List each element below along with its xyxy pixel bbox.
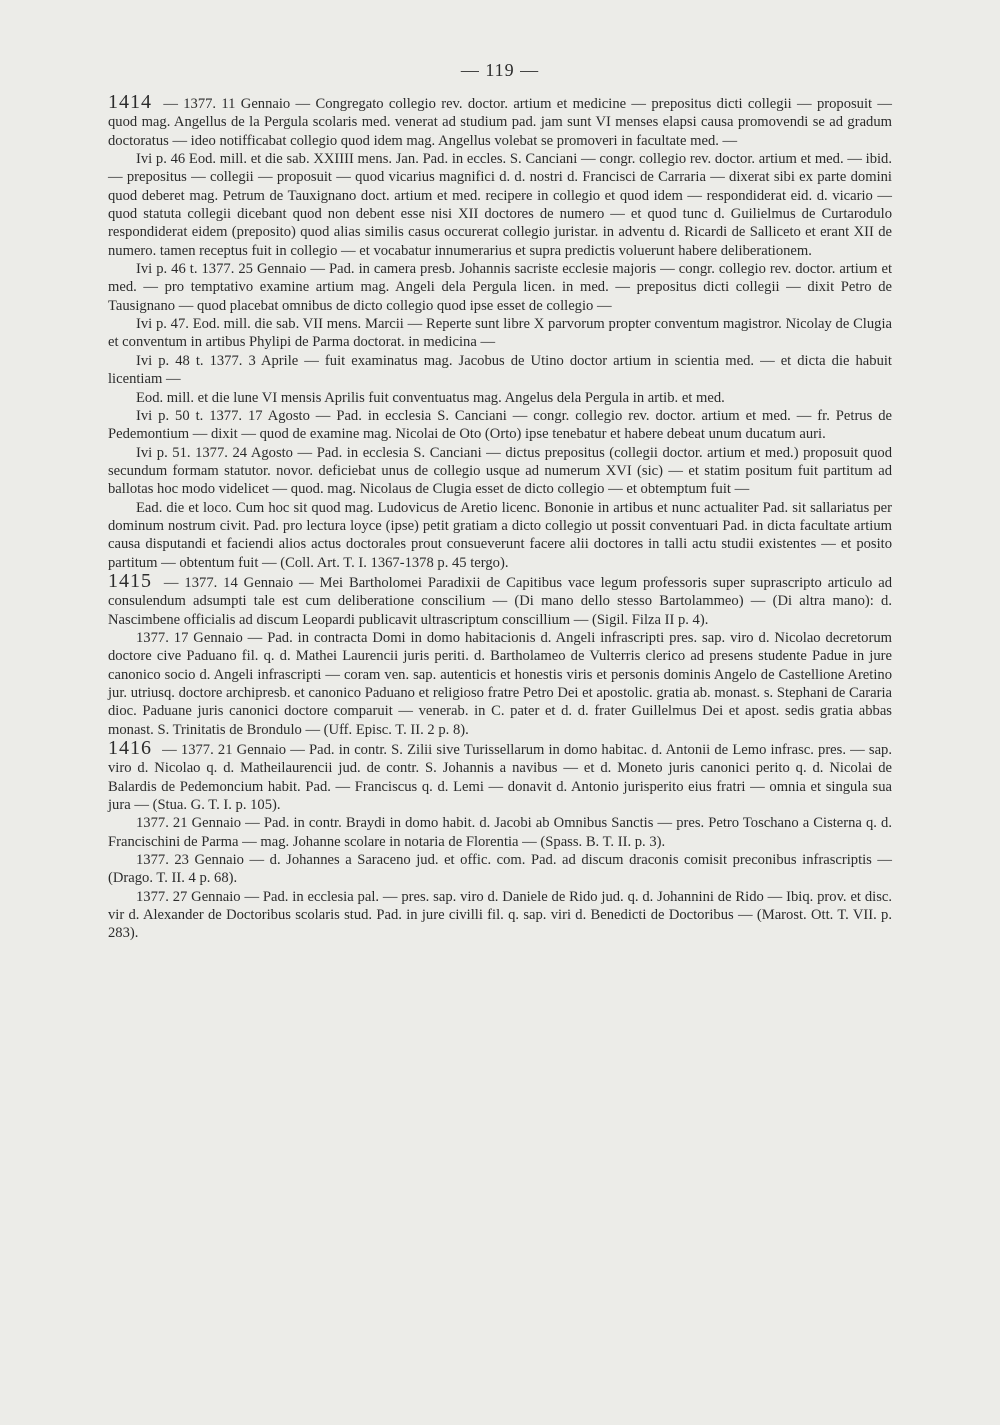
paragraph-1416: [108, 739, 892, 814]
paragraph: Ivi p. 47. Eod. mill. die sab. VII mens. Marcii — Reperte sunt libre X parvorum propter conventum magistror. Nicolay de Clugia et conventum in artibus Phylipi de Parma doctorat. in medicina —: [108, 316, 892, 351]
entry-number: 1414: [108, 91, 152, 113]
document-body: [108, 93, 892, 943]
page-number: — 119 —: [460, 60, 540, 80]
paragraph: Ead. die et loco. Cum hoc sit quod mag. Ludovicus de Aretio licenc. Bononie in artibus et nunc actualiter Pad. sit sallariatus per dominum nostrum civit. Pad. pro lectura loyce (ipse) petit gratiam a dicto collegio ut possit conventuari Pad. in dicta facultate artium causa disputandi et faciendi alios actus doctorales prout consueverunt facere alii doctores in talli actu studii existentes — et posito partitum — obtentum fuit — (Coll. Art. T. I. 1367-1378 p. 45 tergo).: [108, 499, 892, 571]
paragraph: Ivi p. 46 t. 1377. 25 Gennaio — Pad. in camera presb. Johannis sacriste ecclesie majoris — congr. collegio rev. doctor. artium et med. — pro temptativo examine artium mag. Angeli dela Pergula licen. in med. — prepositus dicti collegii — dixit Petro de Tausignano — quod placebat omnibus de dicto collegio quod ipse esset de collegio —: [108, 261, 892, 314]
paragraph: 1377. 17 Gennaio — Pad. in contracta Domi in domo habitacionis d. Angeli infrascripti pres. sap. viro d. Nicolao decretorum doctore cive Paduano fil. q. d. Mathei Laurencii juris periti. d. Bartholameo de Vulterris clerico ad presens studente Padue in jure canonico socio d. Angeli infrascripti — coram ven. sap. autenticis et honestis viris et personis dominis Angelo de Castellione Aretino jur. utriusq. doctore archipresb. et canonico Paduano et religioso fratre Petro Dei et apostolic. gratia ab. monast. s. Stephani de Cararia dioc. Paduane juris canonici doctore comparuit — venerab. in C. pater et d. d. frater Guillelmus Dei et apost. sedis gratia abbas monast. S. Trinitatis de Brondulo — (Uff. Episc. T. II. 2 p. 8).: [108, 629, 892, 738]
paragraph-text: — 1377. 11 Gennaio — Congregato collegio rev. doctor. artium et medicine — prepositus dicti collegii — proposuit — quod mag. Angellus de la Pergula scolaris med. venerat ad studium pad. jam sunt VI menses elapsi causa promovendi se ad gradum doctoratus — ideo notifficabat collegio quod idem mag. Angellus volebat se promoveri in facultate med. —: [108, 96, 892, 149]
paragraph: Ivi p. 51. 1377. 24 Agosto — Pad. in ecclesia S. Canciani — dictus prepositus (collegii doctor. artium et med.) proposuit quod secundum formam statutor. novor. deficiebat unus de collegio usque ad numerum XVI (sic) — et statim positum fuit partitum ad ballotas hoc modo videlicet — quod. mag. Nicolaus de Clugia esset de dicto collegio — et obtemptum fuit —: [108, 444, 892, 498]
paragraph: Ivi p. 50 t. 1377. 17 Agosto — Pad. in ecclesia S. Canciani — congr. collegio rev. doctor. artium et med. — fr. Petrus de Pedemontium — dixit — quod de examine mag. Nicolai de Oto (Orto) ipse tenebatur et habere debeat unum ducatum auri.: [108, 407, 892, 443]
paragraph: Ivi p. 48 t. 1377. 3 Aprile — fuit examinatus mag. Jacobus de Utino doctor artium in scientia med. — et dicta die habuit licentiam —: [108, 352, 892, 388]
paragraph-1414: [108, 93, 892, 150]
entry-number: 1415: [108, 569, 152, 592]
entry-number: 1416: [108, 737, 152, 760]
paragraph: 1377. 23 Gennaio — d. Johannes a Saraceno jud. et offic. com. Pad. ad discum draconis comisit preconibus infrascriptis — (Drago. T. II. 4 p. 68).: [108, 852, 892, 887]
paragraph-text: — 1377. 14 Gennaio — Mei Bartholomei Paradixii de Capitibus vace legum professoris super suprascripto articulo ad consulendum adsumpti tale est cum deliberatione conscilium — (Di mano dello stesso Bartolammeo) — (Di altra mano): d. Nascimbene officialis ad discum Leopardi publicavit ultrascriptum conscillium — (Sigil. Filza II p. 4).: [108, 574, 892, 628]
paragraph: Ivi p. 46 Eod. mill. et die sab. XXIIII mens. Jan. Pad. in eccles. S. Canciani — congr. collegio rev. doctor. artium et med. — ibid. — prepositus — collegii — proposuit — quod vicarius magnifici d. d. nostri d. Francisci de Carraria — dixerat sibi ex parte domini quod deberet mag. Petrum de Tauxignano doct. artium et med. recipere in collegio et quod idem — respondiderat eid. d. vicario — quod statuta collegii dicebant quod non debent esse nisi XII doctores de numero — et quod tunc d. Guilielmus de Curtarodulo respondiderat eidem (preposito) quod alias similis casus occurerat collegio juristar. in adventu d. Ricardi de Salliceto et erant XII de numero. tamen receptus fuit in collegio — et vocabatur innumerarius et supra predictis voluerunt habere deliberationem.: [108, 151, 892, 259]
paragraph-1415: [108, 569, 892, 629]
paragraph-text: — 1377. 21 Gennaio — Pad. in contr. S. Zilii sive Turissellarum in domo habitac. d. Antonii de Lemo infrasc. pres. — sap. viro d. Nicolao q. d. Matheilaurencii jud. de contr. S. Johannis a navibus — et d. Moneto juris canonici perito q. d. Nicolai de Balardis de Pedemoncium habit. Pad. — Franciscus q. d. Lemi — donavit d. Antonio jurisperito eius fratri — omnia et singula sua jura — (Stua. G. T. I. p. 105).: [108, 742, 892, 814]
paragraph: 1377. 21 Gennaio — Pad. in contr. Braydi in domo habit. d. Jacobi ab Omnibus Sanctis — pres. Petro Toschano a Cisterna q. d. Francischini de Parma — mag. Johanne scolare in notaria de Florentia — (Spass. B. T. II. p. 3).: [108, 815, 892, 850]
paragraph: Eod. mill. et die lune VI mensis Aprilis fuit conventuatus mag. Angelus dela Pergula in artib. et med.: [136, 389, 725, 406]
paragraph: 1377. 27 Gennaio — Pad. in ecclesia pal. — pres. sap. viro d. Daniele de Rido jud. q. d. Johannini de Rido — Ibiq. prov. et disc. vir d. Alexander de Doctoribus scolaris stud. Pad. in jure civilli fil. q. sap. viri d. Benedicti de Doctoribus — (Marost. Ott. T. VII. p. 283).: [108, 888, 892, 942]
